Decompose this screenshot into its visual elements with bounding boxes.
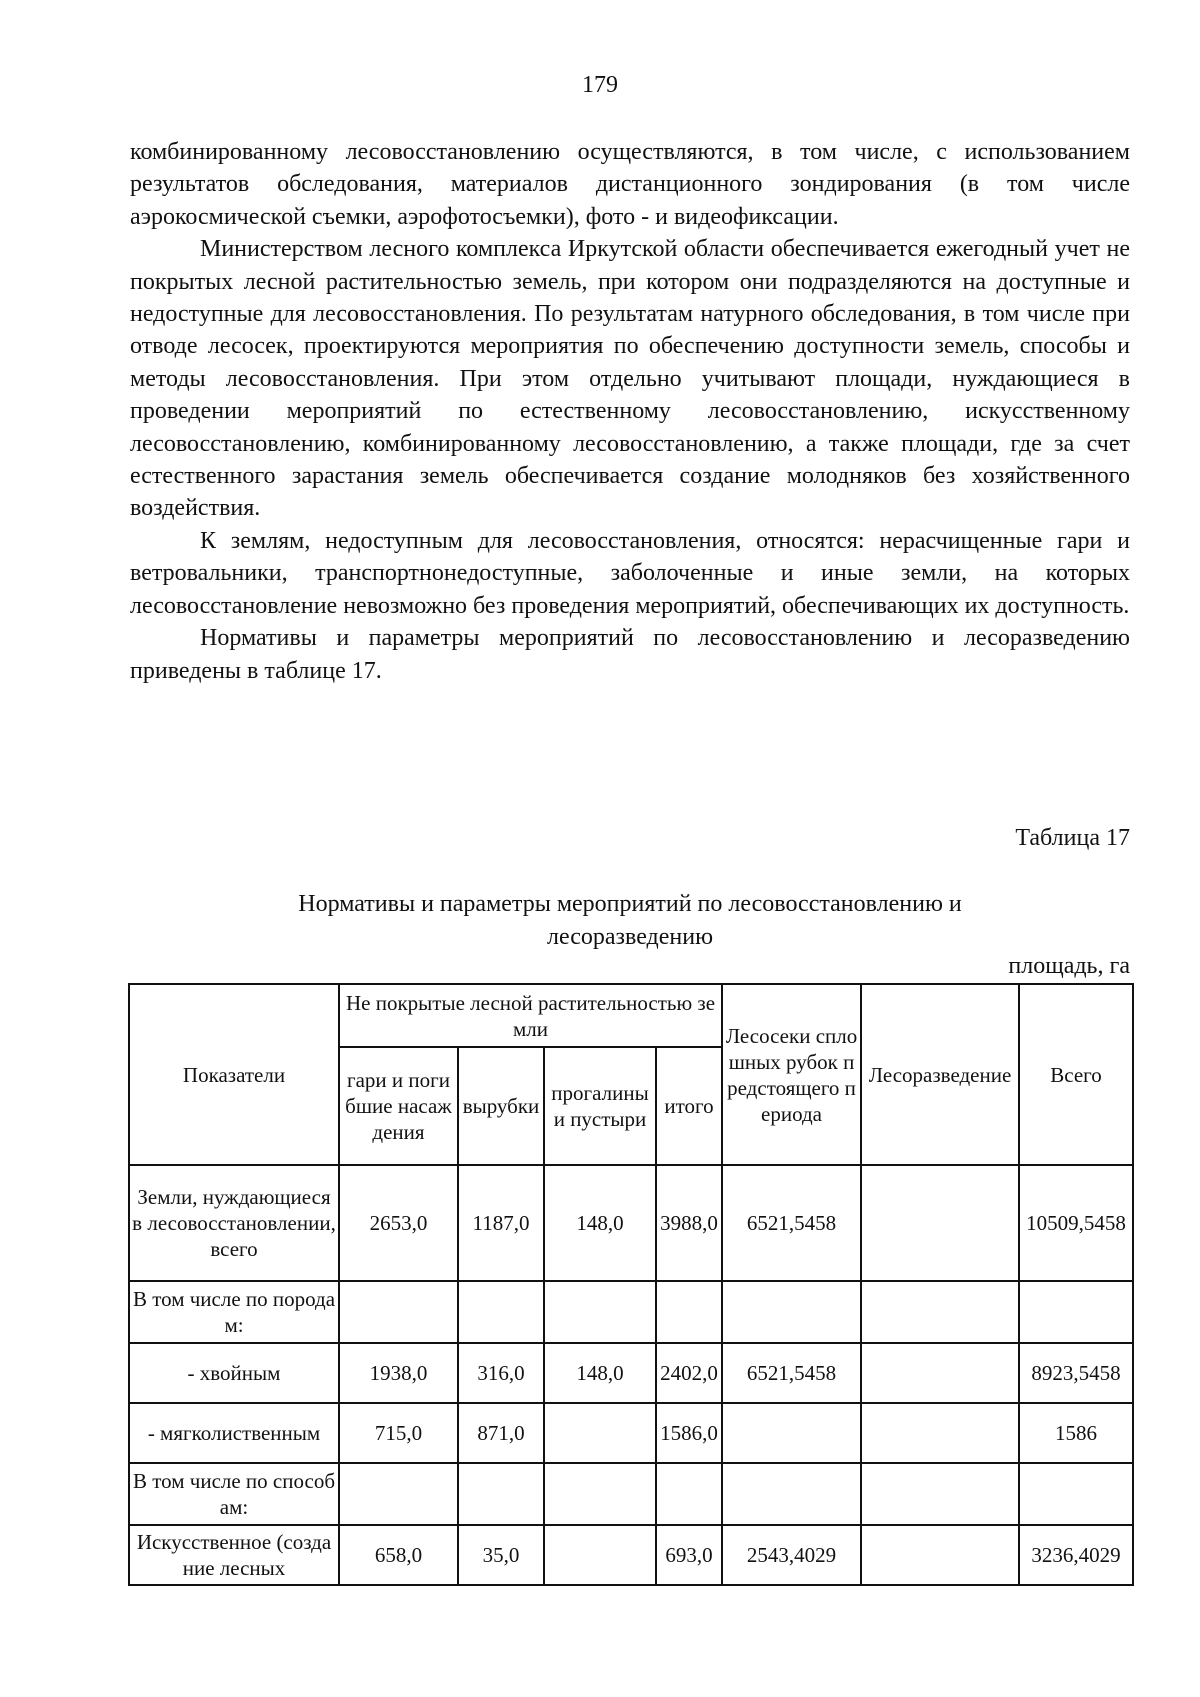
cell-clearcuts: 6521,5458 — [722, 1343, 861, 1403]
row-label: Земли, нуждающиеся в лесовосстановлении, всего — [129, 1165, 339, 1281]
body-text — [130, 136, 1130, 687]
header-clearcuts: Лесосеки сплошных рубок предстоящего периода — [722, 984, 861, 1165]
table-row — [129, 1165, 1133, 1281]
header-burned: гари и погибшие насаждения — [339, 1047, 458, 1165]
cell-glades — [544, 1403, 656, 1463]
cell-subtotal: 3988,0 — [656, 1165, 722, 1281]
cell-cutovers — [458, 1463, 544, 1525]
table-row — [129, 1343, 1133, 1403]
cell-subtotal: 2402,0 — [656, 1343, 722, 1403]
row-label: Искусственное (создание лесных — [129, 1525, 339, 1585]
paragraph: К землям, недоступным для лесовосстановления, относятся: нерасчищенные гари и ветровальники, транспортнонедоступные, заболоченные и иные земли, на которых лесовосстановление невозможно без проведения мероприятий, обеспечивающих их доступность. — [130, 527, 1130, 619]
cell-subtotal: 693,0 — [656, 1525, 722, 1585]
cell-afforestation — [861, 1343, 1019, 1403]
table-row — [129, 1525, 1133, 1585]
row-label: В том числе по породам: — [129, 1281, 339, 1343]
cell-afforestation — [861, 1165, 1019, 1281]
cell-cutovers: 316,0 — [458, 1343, 544, 1403]
cell-cutovers: 35,0 — [458, 1525, 544, 1585]
cell-total: 3236,4029 — [1019, 1525, 1133, 1585]
paragraph: Нормативы и параметры мероприятий по лесовосстановлению и лесоразведению приведены в таблице 17. — [130, 625, 1130, 684]
cell-clearcuts — [722, 1281, 861, 1343]
data-table — [128, 983, 1134, 1586]
cell-subtotal — [656, 1281, 722, 1343]
cell-burned: 1938,0 — [339, 1343, 458, 1403]
row-label: - хвойным — [129, 1343, 339, 1403]
row-label: - мягколиственным — [129, 1403, 339, 1463]
cell-glades — [544, 1463, 656, 1525]
cell-glades — [544, 1525, 656, 1585]
cell-subtotal — [656, 1463, 722, 1525]
cell-afforestation — [861, 1463, 1019, 1525]
paragraph: Министерством лесного комплекса Иркутской области обеспечивается ежегодный учет не покрытых лесной растительностью земель, при котором они подразделяются на доступные и недоступные для лесовосстановления. По результатам натурного обследования, в том числе при отводе лесосек, проектируются мероприятия по обеспечению доступности земель, способы и методы лесовосстановления. При этом отдельно учитывают площади, нуждающиеся в проведении мероприятий по естественному лесовосстановлению, искусственному лесовосстановлению, комбинированному лесовосстановлению, а также площади, где за счет естественного зарастания земель обеспечивается создание молодняков без хозяйственного воздействия. — [130, 236, 1130, 522]
cell-clearcuts — [722, 1463, 861, 1525]
cell-glades: 148,0 — [544, 1343, 656, 1403]
header-uncovered-lands: Не покрытые лесной растительностью земли — [339, 984, 722, 1047]
cell-subtotal: 1586,0 — [656, 1403, 722, 1463]
row-label: В том числе по способам: — [129, 1463, 339, 1525]
table-row — [129, 1403, 1133, 1463]
paragraph-continuation: комбинированному лесовосстановлению осуществляются, в том числе, с использованием результатов обследования, материалов дистанционного зондирования (в том числе аэрокосмической съемки, аэрофотосъемки), фото - и видеофиксации. — [130, 139, 1130, 230]
cell-total: 10509,5458 — [1019, 1165, 1133, 1281]
cell-clearcuts — [722, 1403, 861, 1463]
page-number: 179 — [582, 72, 618, 98]
table-unit: площадь, га — [1008, 953, 1130, 979]
header-glades: прогалины и пустыри — [544, 1047, 656, 1165]
cell-clearcuts: 2543,4029 — [722, 1525, 861, 1585]
cell-cutovers: 871,0 — [458, 1403, 544, 1463]
cell-afforestation — [861, 1281, 1019, 1343]
header-afforestation: Лесоразведение — [861, 984, 1019, 1165]
header-cutovers: вырубки — [458, 1047, 544, 1165]
cell-cutovers — [458, 1281, 544, 1343]
table-title-line: лесоразведению — [546, 924, 714, 950]
header-total: Всего — [1019, 984, 1133, 1165]
header-subtotal: итого — [656, 1047, 722, 1165]
cell-burned: 715,0 — [339, 1403, 458, 1463]
table-label: Таблица 17 — [1015, 825, 1130, 851]
cell-burned — [339, 1463, 458, 1525]
table-row — [129, 1463, 1133, 1525]
cell-glades: 148,0 — [544, 1165, 656, 1281]
cell-burned: 2653,0 — [339, 1165, 458, 1281]
cell-glades — [544, 1281, 656, 1343]
cell-total — [1019, 1281, 1133, 1343]
cell-total — [1019, 1463, 1133, 1525]
table-title-line: Нормативы и параметры мероприятий по лесовосстановлению и — [298, 891, 962, 917]
cell-burned — [339, 1281, 458, 1343]
cell-cutovers: 1187,0 — [458, 1165, 544, 1281]
header-indicators: Показатели — [129, 984, 339, 1165]
table-row — [129, 1281, 1133, 1343]
cell-clearcuts: 6521,5458 — [722, 1165, 861, 1281]
cell-burned: 658,0 — [339, 1525, 458, 1585]
cell-afforestation — [861, 1525, 1019, 1585]
cell-total: 1586 — [1019, 1403, 1133, 1463]
cell-total: 8923,5458 — [1019, 1343, 1133, 1403]
cell-afforestation — [861, 1403, 1019, 1463]
table-title — [130, 888, 1130, 954]
